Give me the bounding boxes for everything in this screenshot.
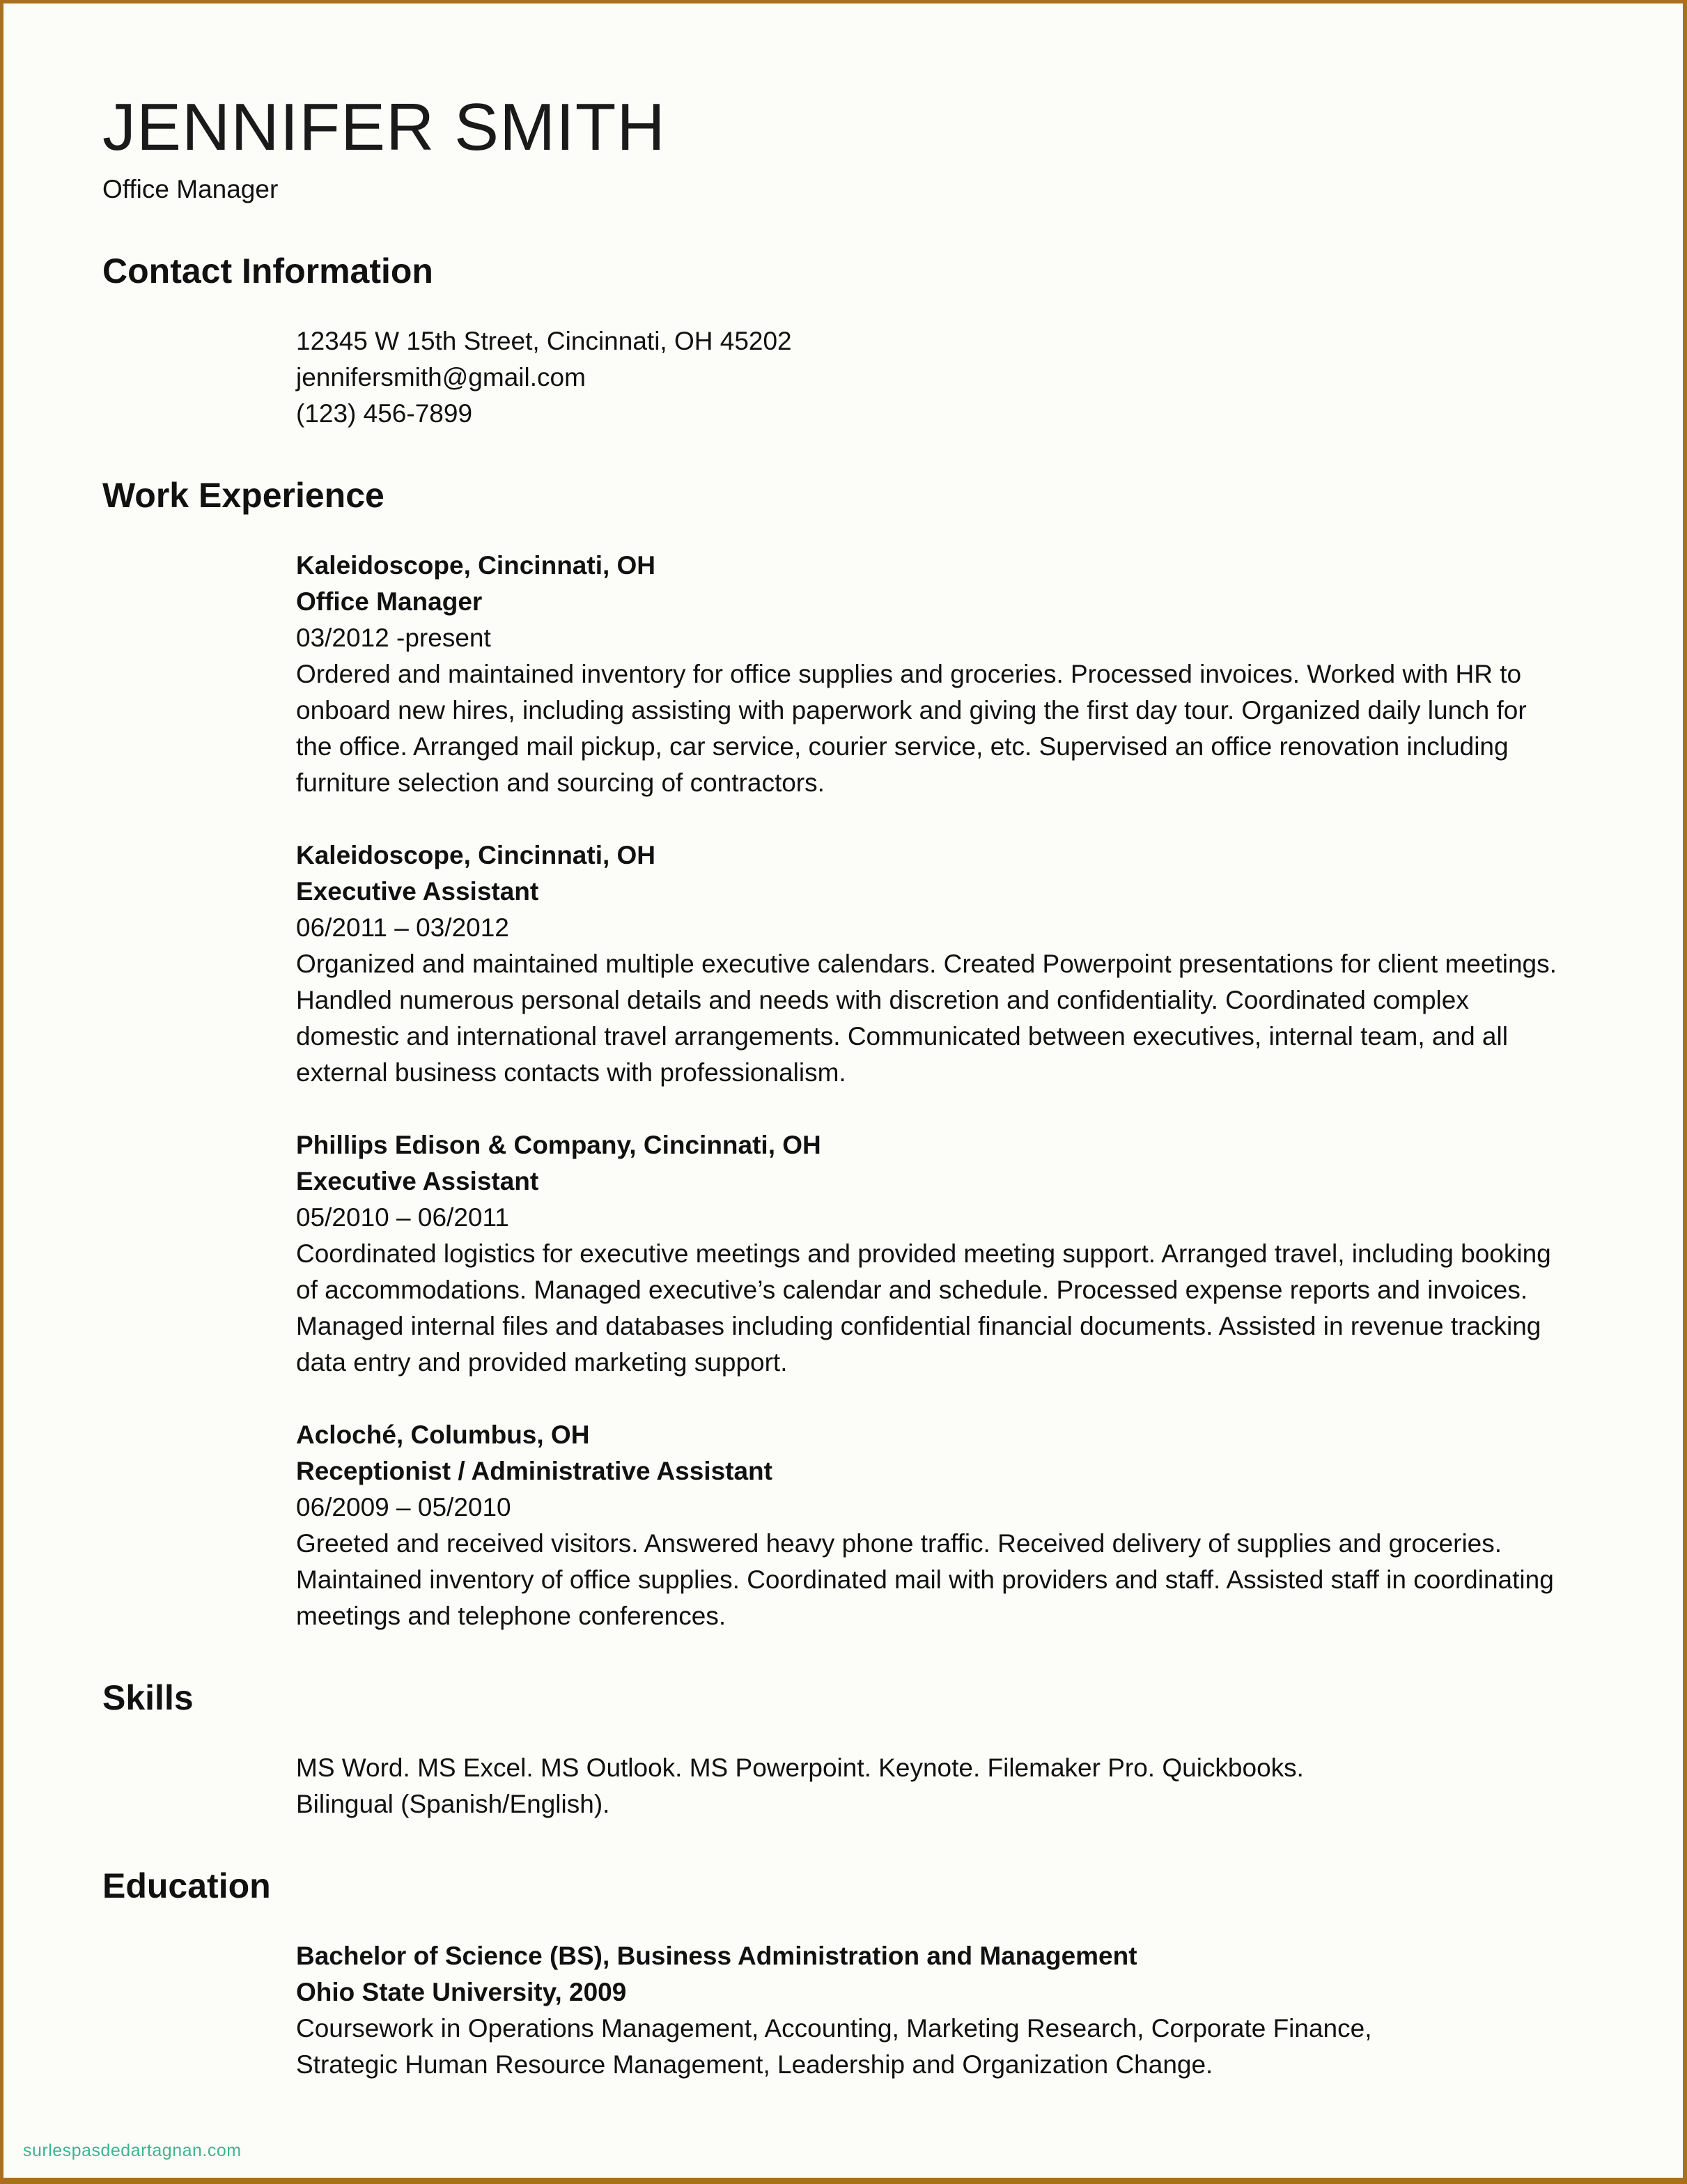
job-company: Phillips Edison & Company, Cincinnati, OH (296, 1130, 821, 1159)
education-block (296, 1938, 1564, 2083)
skills-line: MS Word. MS Excel. MS Outlook. MS Powerpoint. Keynote. Filemaker Pro. Quickbooks. (296, 1753, 1304, 1782)
job-title: Executive Assistant (296, 1166, 539, 1195)
section-heading-skills: Skills (102, 1678, 194, 1717)
job-title: Office Manager (296, 587, 483, 616)
job-title: Receptionist / Administrative Assistant (296, 1456, 772, 1485)
skills-line: Bilingual (Spanish/English). (296, 1789, 610, 1818)
job-company: Kaleidoscope, Cincinnati, OH (296, 550, 656, 580)
skills-block (296, 1750, 1564, 1822)
resume-content (3, 3, 1683, 2083)
section-heading-education: Education (102, 1866, 271, 1905)
job-description: Greeted and received visitors. Answered heavy phone traffic. Received delivery of supplies and groceries. Maintained inventory of office supplies. Coordinated mail with providers and staff. Assisted staff in coordinating meetings and telephone conferences. (296, 1528, 1554, 1630)
contact-block (296, 323, 1564, 432)
job-dates: 05/2010 – 06/2011 (296, 1202, 509, 1232)
education-degree: Bachelor of Science (BS), Business Administration and Management (296, 1941, 1137, 1970)
person-name: JENNIFER SMITH (102, 90, 666, 164)
education-school: Ohio State University, 2009 (296, 1977, 627, 2006)
job-dates: 03/2012 -present (296, 623, 491, 652)
job-entry (296, 837, 1564, 1091)
section-heading-work: Work Experience (102, 475, 384, 515)
job-title: Executive Assistant (296, 876, 539, 906)
education-coursework-line: Coursework in Operations Management, Accounting, Marketing Research, Corporate Finance, (296, 2013, 1372, 2043)
education-coursework-line: Strategic Human Resource Management, Leadership and Organization Change. (296, 2050, 1213, 2079)
job-entry (296, 1417, 1564, 1634)
work-experience-block (296, 548, 1564, 1634)
job-entry (296, 548, 1564, 801)
watermark: surlespasdedartagnan.com (23, 2141, 242, 2160)
contact-phone: (123) 456-7899 (296, 398, 473, 428)
job-dates: 06/2011 – 03/2012 (296, 913, 509, 942)
job-company: Acloché, Columbus, OH (296, 1420, 590, 1449)
job-company: Kaleidoscope, Cincinnati, OH (296, 840, 656, 869)
job-description: Coordinated logistics for executive meetings and provided meeting support. Arranged travel, including booking of accommodations. Managed executive’s calendar and schedule. Processed expense reports and invoices. Managed internal files and databases including confidential financial documents. Assisted in revenue tracking data entry and provided marketing support. (296, 1239, 1551, 1377)
job-dates: 06/2009 – 05/2010 (296, 1492, 511, 1521)
section-heading-contact: Contact Information (102, 251, 433, 291)
job-entry (296, 1127, 1564, 1381)
contact-address: 12345 W 15th Street, Cincinnati, OH 45202 (296, 326, 792, 355)
contact-email: jennifersmith@gmail.com (296, 362, 586, 392)
job-description: Ordered and maintained inventory for office supplies and groceries. Processed invoices. Worked with HR to onboard new hires, including assisting with paperwork and giving the first day tour. Organized daily lunch for the office. Arranged mail pickup, car service, courier service, etc. Supervised an office renovation including furniture selection and sourcing of contractors. (296, 659, 1527, 797)
job-description: Organized and maintained multiple executive calendars. Created Powerpoint presentations for client meetings. Handled numerous personal details and needs with discretion and confidentiality. Coordinated complex domestic and international travel arrangements. Communicated between executives, internal team, and all external business contacts with professionalism. (296, 949, 1557, 1087)
person-job-title: Office Manager (102, 174, 279, 203)
